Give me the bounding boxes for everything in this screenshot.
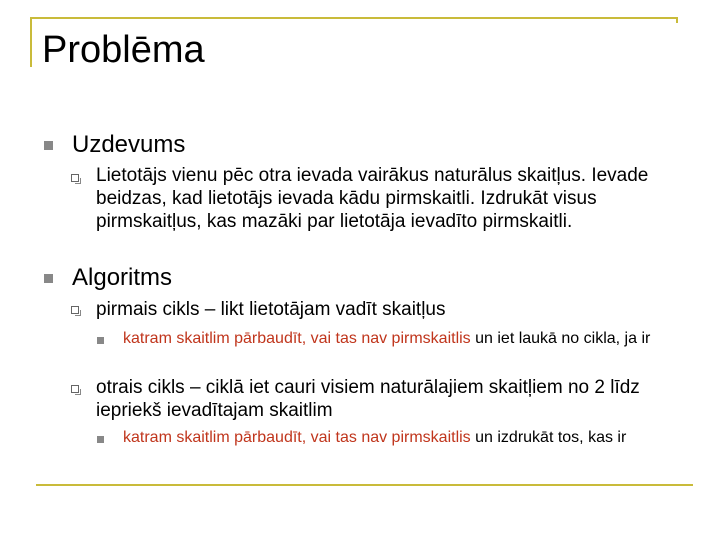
- frame-bottom-line: [36, 484, 693, 486]
- first-loop-text: pirmais cikls – likt lietotājam vadīt skaitļus: [96, 299, 446, 320]
- first-loop-detail: [123, 329, 683, 348]
- task-description: Lietotājs vienu pēc otra ievada vairākus naturālus skaitļus. Ievade beidzas, kad lietotājs ievada kādu pirmskaitli. Izdrukāt visus pirmskaitļus, kas mazāki par lietotāja ievadīto pirmskaitli.: [96, 165, 649, 232]
- first-loop-detail-highlight: katram skaitlim pārbaudīt, vai tas nav pirmskaitlis: [123, 330, 471, 347]
- small-square-bullet-icon: [97, 337, 104, 344]
- hollow-square-bullet-icon: [71, 306, 79, 314]
- small-square-bullet-icon: [97, 436, 104, 443]
- slide-title: Problēma: [42, 29, 205, 71]
- frame-left-line: [30, 17, 32, 67]
- second-loop-detail-highlight: katram skaitlim pārbaudīt, vai tas nav pirmskaitlis: [123, 429, 471, 446]
- section-heading-uzdevums: Uzdevums: [72, 131, 186, 158]
- first-loop-detail-rest: un iet laukā no cikla, ja ir: [470, 330, 651, 347]
- frame-top-line: [30, 17, 678, 19]
- second-loop-detail: [123, 428, 683, 447]
- section-heading-algoritms: Algoritms: [72, 264, 173, 291]
- second-loop-text: otrais cikls – ciklā iet cauri visiem naturālajiem skaitļiem no 2 līdz iepriekš ievadītajam skaitlim: [96, 377, 640, 421]
- hollow-square-bullet-icon: [71, 385, 79, 393]
- frame-right-tick: [676, 17, 678, 23]
- square-bullet-icon: [44, 141, 53, 150]
- second-loop-detail-rest: un izdrukāt tos, kas ir: [470, 429, 627, 446]
- square-bullet-icon: [44, 274, 53, 283]
- hollow-square-bullet-icon: [71, 174, 79, 182]
